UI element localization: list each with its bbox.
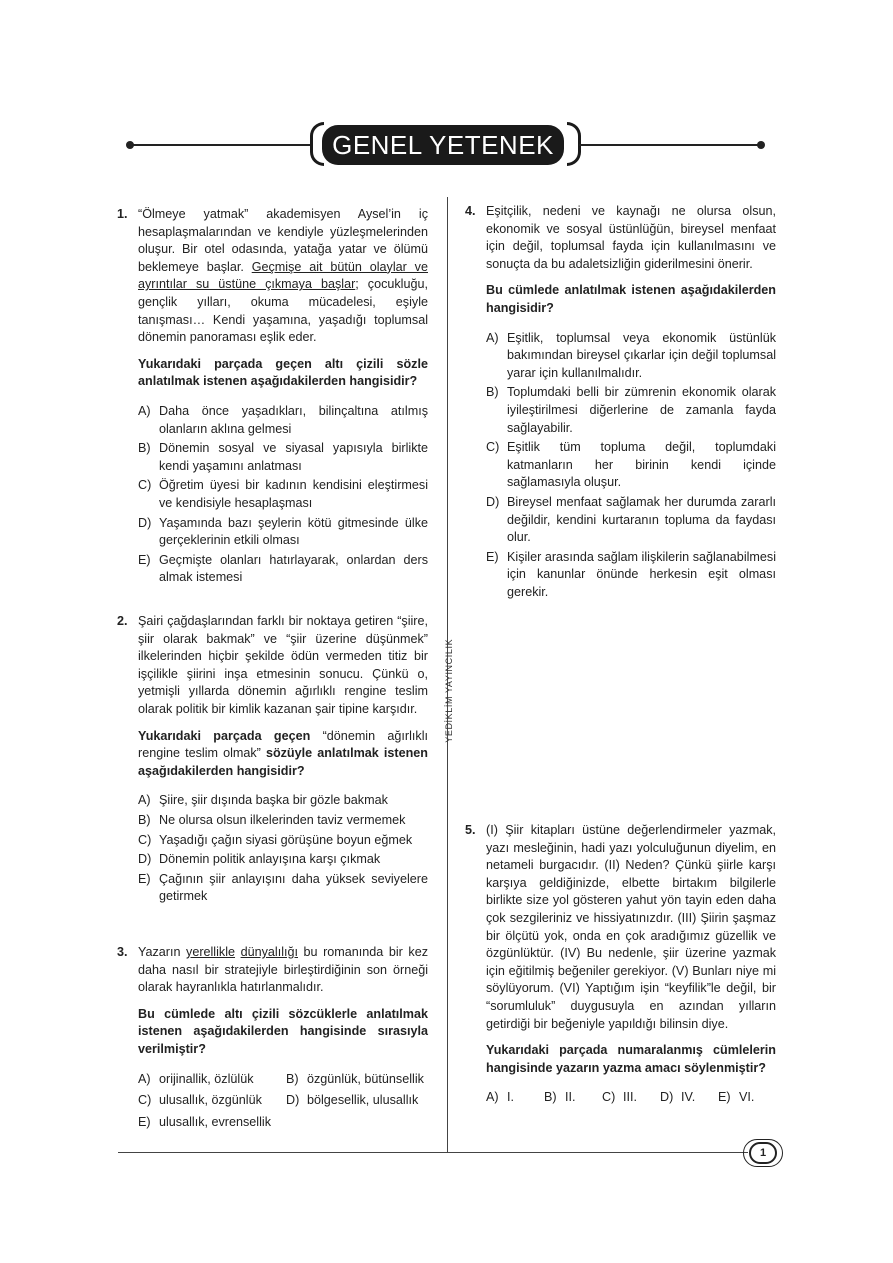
- option-key: D): [138, 852, 152, 867]
- option-b[interactable]: [486, 384, 776, 437]
- publisher-name: YEDİKLİM YAYINCILIK: [444, 638, 455, 743]
- header-left-rule: [130, 144, 312, 146]
- option-c[interactable]: [138, 1092, 286, 1110]
- question-number: 5.: [465, 823, 476, 837]
- question-stem: Bu cümlede anlatılmak istenen aşağıdakilerden hangisidir?: [486, 283, 776, 315]
- option-b[interactable]: [138, 812, 428, 830]
- option-b[interactable]: [286, 1071, 428, 1089]
- option-key: A): [486, 330, 499, 345]
- option-key: A): [138, 793, 151, 808]
- option-key: E): [138, 1114, 151, 1129]
- option-d[interactable]: [138, 515, 428, 550]
- option-key: C): [138, 1093, 152, 1108]
- option-text: Bireysel menfaat sağlamak her durumda zararlı değildir, kendini kurtaranın topluma da faydası olur.: [507, 494, 776, 545]
- question-passage: Eşitçilik, nedeni ve kaynağı ne olursa olsun, ekonomik ve sosyal üstünlüğün, bireysel menfaat için değil, toplumsal fayda için kullanılmasını ve sonuçta da bu adaletsizliğin giderilmesini önerir.: [486, 204, 776, 271]
- question-stem: Bu cümlede altı çizili sözcüklerle anlatılmak istenen aşağıdakilerden hangisinde sırasıyla verilmiştir?: [138, 1006, 428, 1056]
- option-e[interactable]: [138, 1114, 286, 1132]
- option-a[interactable]: [486, 330, 776, 383]
- option-key: D): [486, 494, 500, 509]
- option-text: orijinallik, özlülük: [159, 1071, 254, 1086]
- question-number: 2.: [117, 614, 128, 628]
- option-text: Ne olursa olsun ilkelerinden taviz vermemek: [159, 812, 406, 827]
- option-text: Şiire, şiir dışında başka bir gözle bakmak: [159, 793, 388, 808]
- option-d[interactable]: [138, 851, 428, 869]
- option-text: Toplumdaki belli bir zümrenin ekonomik olarak iyileştirilmesi diğerlerine de zamanla fayda sağlayabilir.: [507, 385, 776, 435]
- option-key: B): [486, 385, 499, 400]
- option-key: A): [138, 1071, 151, 1086]
- passage-text: ; çocukluğu, gençlik yılları, okuma mücadelesi, eşiyle tanışması… Kendi yaşamına, yaşadığı toplumsal dönemin panoraması eşlik eder.: [138, 277, 428, 345]
- question-passage: (I) Şiir kitapları üstüne değerlendirmeler yazmak, yazı mesleğinin, hadi yazı yolculuğunun diyelim, en netameli burgacıdır. (II) Neden? Çünkü şiirle karşı karşıya geldiğinizde, elbette birtakım bilgilerle birlikte size yol gösteren yahut yön tayin eden daha çok sezgileriniz ve hissiyatınızdır. (III) Şiirin şaşmaz bir ölçütü yok, onda en çok aradığımız güzellik ve özgünlüktür. (IV) Bu nedenle, şiir üzerine yazmak için eğitilmiş beğeniler gerekiyor. (V) Bunları niye mi söylüyorum. (VI) Yaptığım işin “keyfilik”le değil, bir “sorumluluk” duygusuyla en azından yılların getirdiği bir beğeniyle yapıldığı bilinsin diye.: [486, 823, 776, 1031]
- option-key: B): [138, 441, 151, 456]
- option-text: Çağının şiir anlayışını daha yüksek seviyelere getirmek: [159, 871, 428, 904]
- option-d[interactable]: [486, 494, 776, 547]
- options-list: [486, 330, 776, 602]
- underlined-phrase: Geçmişe ait bütün olaylar ve ayrıntılar su üstüne çıkmaya başlar: [138, 259, 428, 292]
- option-b[interactable]: [138, 440, 428, 475]
- passage-text: Yazarın: [138, 945, 187, 959]
- option-c[interactable]: [602, 1089, 660, 1107]
- passage-text: bu romanında bir kez daha nasıl bir stratejiyle birleştirdiğinin son örneği olarak hayranlıkla hatırlanmalıdır.: [138, 945, 429, 995]
- option-text: Kişiler arasında sağlam ilişkilerin sağlanabilmesi için kanunlar önünde herkesin eşit olması gerekir.: [507, 549, 776, 599]
- option-a[interactable]: [486, 1089, 544, 1107]
- option-c[interactable]: [486, 439, 776, 492]
- question-number: 1.: [117, 207, 128, 221]
- option-text: Dönemin politik anlayışına karşı çıkmak: [159, 852, 381, 867]
- option-key: E): [718, 1090, 731, 1105]
- option-a[interactable]: [138, 1071, 286, 1089]
- options-row: [486, 1089, 776, 1109]
- option-c[interactable]: [138, 477, 428, 512]
- question-3: [117, 944, 429, 1133]
- question-passage: [138, 944, 428, 997]
- option-text: Dönemin sosyal ve siyasal yapısıyla birlikte kendi yaşamını anlatması: [159, 441, 428, 473]
- option-a[interactable]: [138, 792, 428, 810]
- option-e[interactable]: [718, 1089, 776, 1107]
- option-key: A): [486, 1090, 499, 1105]
- option-text: VI.: [739, 1090, 755, 1105]
- option-text: III.: [623, 1090, 637, 1105]
- footer-rule: [118, 1152, 748, 1153]
- option-text: özgünlük, bütünsellik: [307, 1071, 424, 1086]
- options-grid: [138, 1071, 428, 1134]
- option-text: bölgesellik, ulusallık: [307, 1093, 419, 1108]
- option-key: C): [486, 440, 500, 455]
- option-e[interactable]: [138, 552, 428, 587]
- option-text: I.: [507, 1090, 514, 1105]
- question-5: [465, 822, 776, 1109]
- question-stem: [138, 728, 428, 781]
- question-1: [117, 206, 428, 589]
- option-text: Daha önce yaşadıkları, bilinçaltına atılmış olanların aklına gelmesi: [159, 403, 428, 436]
- option-key: D): [286, 1093, 300, 1108]
- question-stem: Yukarıdaki parçada geçen altı çizili sözle anlatılmak istenen aşağıdakilerden hangisidir?: [138, 356, 428, 389]
- option-key: C): [138, 478, 152, 493]
- option-text: ulusallık, evrensellik: [159, 1114, 271, 1129]
- option-text: IV.: [681, 1090, 696, 1105]
- option-text: Geçmişte olanları hatırlayarak, onlardan ders almak istemesi: [159, 552, 428, 585]
- option-text: II.: [565, 1090, 576, 1105]
- passage-text: “Ölmeye yatmak” akademisyen Aysel’in iç hesaplaşmalarından ve kendiyle yüzleşmelerinden oluşur. Bir otel odasında, yatağa yatar ve ölümü beklemeye başlar.: [138, 207, 428, 274]
- option-text: ulusallık, özgünlük: [159, 1093, 262, 1108]
- stem-text: sözüyle anlatılmak istenen aşağıdakilerden hangisidir?: [138, 746, 428, 778]
- stem-text: Yukarıdaki parçada geçen: [138, 728, 311, 743]
- option-c[interactable]: [138, 832, 428, 850]
- question-number: 4.: [465, 204, 476, 218]
- options-list: [138, 792, 428, 906]
- option-e[interactable]: [486, 549, 776, 602]
- options-list: [138, 403, 428, 587]
- underlined-word: dünyalılığı: [240, 945, 298, 959]
- option-text: Öğretim üyesi bir kadının kendisini eleştirmesi ve kendisiyle hesaplaşması: [159, 478, 428, 510]
- option-key: A): [138, 403, 151, 418]
- question-passage: [138, 206, 428, 347]
- option-text: Eşitlik tüm topluma değil, toplumdaki katmanların her birinin kendi içinde sağlamasıyla oluşur.: [507, 440, 776, 490]
- option-key: D): [138, 515, 152, 530]
- option-key: E): [486, 549, 499, 564]
- option-key: B): [544, 1090, 557, 1105]
- option-key: E): [138, 871, 151, 886]
- page-number: 1: [749, 1142, 777, 1164]
- option-key: E): [138, 552, 151, 567]
- option-text: Eşitlik, toplumsal veya ekonomik üstünlük bakımından bireysel çıkarlar için değil toplumsal yarar için kullanılmalıdır.: [507, 330, 776, 380]
- option-key: B): [286, 1071, 299, 1086]
- option-key: C): [138, 832, 152, 847]
- option-key: C): [602, 1090, 616, 1105]
- quoted-phrase: “dönemin ağırlıklı rengine teslim olmak”: [138, 728, 428, 761]
- header-right-dot: [757, 141, 765, 149]
- question-4: [465, 203, 776, 603]
- page-title: GENEL YETENEK: [322, 125, 564, 165]
- question-stem: Yukarıdaki parçada numaralanmış cümlelerin hangisinde yazarın yazma amacı söylenmiştir?: [486, 1043, 776, 1075]
- option-e[interactable]: [138, 871, 428, 906]
- option-b[interactable]: [544, 1089, 602, 1107]
- option-key: D): [660, 1090, 674, 1105]
- question-number: 3.: [117, 945, 128, 959]
- option-d[interactable]: [286, 1092, 428, 1110]
- option-text: Yaşamında bazı şeylerin kötü gitmesinde ülke gerçeklerinin etkili olması: [159, 515, 428, 548]
- question-passage: Şairi çağdaşlarından farklı bir noktaya getiren “şiire, şiir olarak bakmak” ve “şiir üzerine düşünmek” ilkelerinden hiçbir şekilde ödün vermeden titiz bir işçilikle şiirini inşa etmesinin sonucu. Çünkü o, yetmişli yıllarda dönemin ağırlıklı rengine teslim olarak politik bir kimlik kazanan şair tipine karşıdır.: [138, 614, 428, 716]
- publisher-vertical-label: [431, 630, 465, 750]
- option-text: Yaşadığı çağın siyasi görüşüne boyun eğmek: [159, 832, 413, 847]
- question-2: [117, 613, 428, 908]
- header-right-rule: [579, 144, 761, 146]
- option-key: B): [138, 812, 151, 827]
- underlined-word: yerellikle: [186, 945, 236, 959]
- option-a[interactable]: [138, 403, 428, 438]
- option-d[interactable]: [660, 1089, 718, 1107]
